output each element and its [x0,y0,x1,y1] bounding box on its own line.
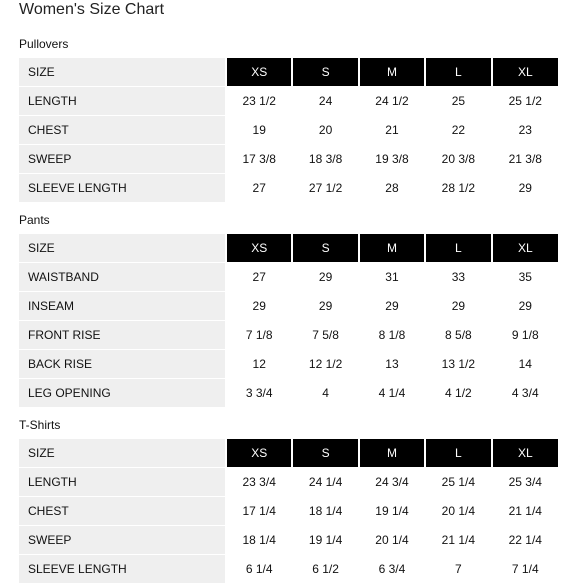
table-cell: 29 [492,174,558,203]
table-cell: 7 [425,555,491,584]
table-cell: 6 1/2 [292,555,358,584]
table-row [19,350,558,379]
table-cell: 24 3/4 [359,468,425,497]
table-cell: 21 [359,116,425,145]
row-label: LENGTH [19,87,226,116]
size-header-cell: M [359,234,425,263]
row-label: LENGTH [19,468,226,497]
table-cell: 3 3/4 [226,379,292,408]
table-cell: 14 [492,350,558,379]
table-cell: 25 1/2 [492,87,558,116]
row-label: CHEST [19,116,226,145]
table-cell: 27 [226,263,292,292]
tshirts-table [19,439,558,584]
row-label: WAISTBAND [19,263,226,292]
size-header-cell: M [359,58,425,87]
row-label: SWEEP [19,526,226,555]
table-row [19,497,558,526]
table-cell: 33 [425,263,491,292]
table-row [19,468,558,497]
size-header-cell: XS [226,439,292,468]
row-label: SLEEVE LENGTH [19,555,226,584]
table-header-row [19,58,558,87]
row-label: SLEEVE LENGTH [19,174,226,203]
size-header-cell: XS [226,58,292,87]
size-header-cell: XS [226,234,292,263]
pullovers-table [19,58,558,203]
table-cell: 24 1/2 [359,87,425,116]
row-label: FRONT RISE [19,321,226,350]
table-cell: 29 [492,292,558,321]
table-cell: 25 [425,87,491,116]
table-cell: 17 3/8 [226,145,292,174]
table-cell: 18 3/8 [292,145,358,174]
table-row [19,145,558,174]
table-cell: 4 1/2 [425,379,491,408]
table-row [19,292,558,321]
table-cell: 27 1/2 [292,174,358,203]
table-cell: 27 [226,174,292,203]
table-header-row [19,234,558,263]
size-header-cell: S [292,234,358,263]
size-header-cell: XL [492,58,558,87]
table-cell: 20 1/4 [425,497,491,526]
table-cell: 7 5/8 [292,321,358,350]
table-cell: 25 1/4 [425,468,491,497]
table-cell: 9 1/8 [492,321,558,350]
table-cell: 28 1/2 [425,174,491,203]
table-cell: 21 3/8 [492,145,558,174]
table-row [19,555,558,584]
row-label: BACK RISE [19,350,226,379]
table-cell: 29 [292,292,358,321]
table-row [19,87,558,116]
table-cell: 19 1/4 [292,526,358,555]
table-cell: 8 5/8 [425,321,491,350]
table-cell: 21 1/4 [425,526,491,555]
table-cell: 4 [292,379,358,408]
table-cell: 6 3/4 [359,555,425,584]
table-cell: 20 3/8 [425,145,491,174]
table-cell: 12 1/2 [292,350,358,379]
table-cell: 18 1/4 [226,526,292,555]
row-label: INSEAM [19,292,226,321]
table-row [19,263,558,292]
table-cell: 8 1/8 [359,321,425,350]
size-header-cell: L [425,439,491,468]
section-title-pants: Pants [19,213,50,227]
table-cell: 29 [292,263,358,292]
table-cell: 12 [226,350,292,379]
section-title-tshirts: T-Shirts [19,418,61,432]
table-cell: 28 [359,174,425,203]
table-cell: 24 1/4 [292,468,358,497]
row-label: LEG OPENING [19,379,226,408]
table-cell: 13 [359,350,425,379]
page-title: Women's Size Chart [19,1,165,18]
table-cell: 22 [425,116,491,145]
table-row [19,379,558,408]
table-cell: 17 1/4 [226,497,292,526]
pants-table [19,234,558,408]
table-cell: 7 1/8 [226,321,292,350]
size-header-cell: S [292,439,358,468]
table-cell: 29 [226,292,292,321]
table-cell: 22 1/4 [492,526,558,555]
size-header-label: SIZE [19,234,226,263]
table-cell: 13 1/2 [425,350,491,379]
table-row [19,116,558,145]
table-cell: 18 1/4 [292,497,358,526]
table-cell: 24 [292,87,358,116]
size-header-cell: L [425,234,491,263]
table-cell: 29 [359,292,425,321]
table-cell: 25 3/4 [492,468,558,497]
size-header-label: SIZE [19,439,226,468]
table-row [19,174,558,203]
size-header-cell: L [425,58,491,87]
table-cell: 19 1/4 [359,497,425,526]
size-header-label: SIZE [19,58,226,87]
size-header-cell: M [359,439,425,468]
table-cell: 20 [292,116,358,145]
table-cell: 6 1/4 [226,555,292,584]
size-header-cell: XL [492,234,558,263]
table-header-row [19,439,558,468]
table-cell: 4 1/4 [359,379,425,408]
table-cell: 31 [359,263,425,292]
row-label: CHEST [19,497,226,526]
table-cell: 21 1/4 [492,497,558,526]
table-cell: 19 [226,116,292,145]
table-cell: 20 1/4 [359,526,425,555]
table-cell: 19 3/8 [359,145,425,174]
table-row [19,526,558,555]
size-header-cell: S [292,58,358,87]
section-title-pullovers: Pullovers [19,37,69,51]
table-row [19,321,558,350]
table-cell: 4 3/4 [492,379,558,408]
table-cell: 29 [425,292,491,321]
table-cell: 23 [492,116,558,145]
size-header-cell: XL [492,439,558,468]
table-cell: 7 1/4 [492,555,558,584]
table-cell: 35 [492,263,558,292]
row-label: SWEEP [19,145,226,174]
table-cell: 23 1/2 [226,87,292,116]
table-cell: 23 3/4 [226,468,292,497]
